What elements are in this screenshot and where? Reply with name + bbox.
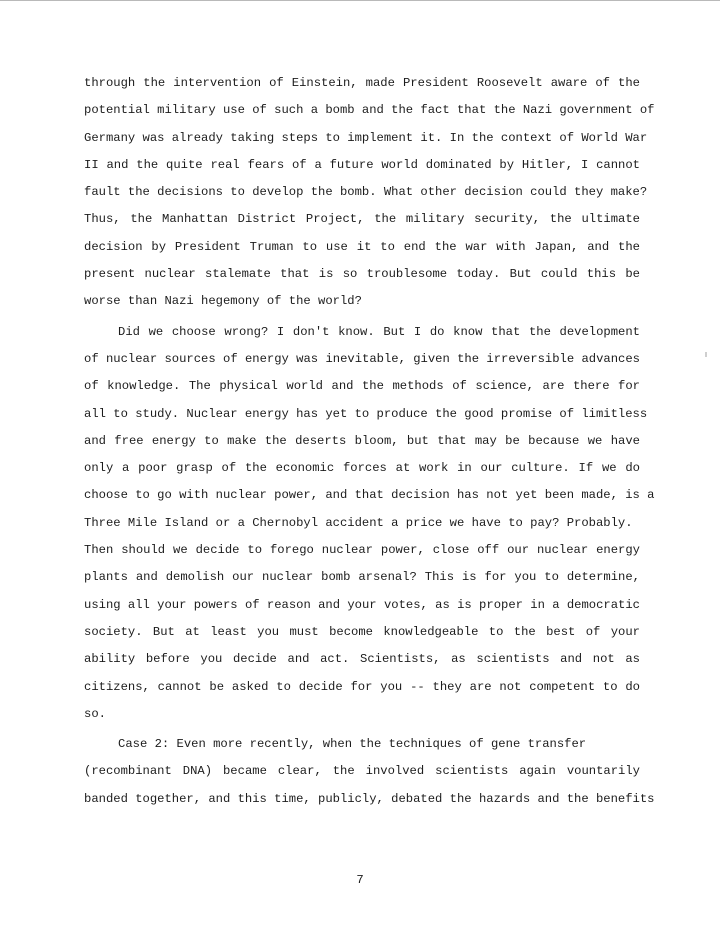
text-line: so. (84, 706, 106, 721)
text-line: all to study. Nuclear energy has yet to produce the good promise of limitless (84, 406, 648, 421)
text-line: only a poor grasp of the economic forces at work in our culture. If we do (84, 461, 640, 476)
text-line: of nuclear sources of energy was inevitable, given the irreversible advances (84, 351, 640, 366)
text-line: fault the decisions to develop the bomb. What other decision could they make? (84, 185, 648, 200)
text-line: banded together, and this time, publicly, debated the hazards and the benefits (84, 791, 655, 806)
text-line: Did we choose wrong? I don't know. But I do know that the development (118, 324, 640, 339)
text-line: Germany was already taking steps to implement it. In the context of World War (84, 130, 648, 145)
text-line: Then should we decide to forego nuclear power, close off our nuclear energy (84, 543, 640, 558)
text-line: citizens, cannot be asked to decide for you -- they are not competent to do (84, 679, 640, 694)
text-line: present nuclear stalemate that is so troublesome today. But could this be (84, 267, 640, 282)
scan-speck (705, 352, 707, 357)
text-line: worse than Nazi hegemony of the world? (84, 294, 362, 309)
text-line: II and the quite real fears of a future world dominated by Hitler, I cannot (84, 157, 640, 172)
text-line: of knowledge. The physical world and the methods of science, are there for (84, 379, 640, 394)
text-line: Three Mile Island or a Chernobyl accident a price we have to pay? Probably. (84, 515, 633, 530)
text-line: decision by President Truman to use it to end the war with Japan, and the (84, 239, 640, 254)
text-line: society. But at least you must become knowledgeable to the best of your (84, 624, 640, 639)
paragraph-2 (84, 319, 655, 728)
text-line: ability before you decide and act. Scientists, as scientists and not as (84, 652, 640, 667)
paragraph-1 (84, 70, 655, 316)
text-line: potential military use of such a bomb and the fact that the Nazi government of (84, 103, 655, 118)
text-line: Case 2: Even more recently, when the techniques of gene transfer (118, 737, 587, 752)
paragraph-3 (84, 731, 655, 813)
text-line: using all your powers of reason and your votes, as is proper in a democratic (84, 597, 640, 612)
text-line: Thus, the Manhattan District Project, the military security, the ultimate (84, 212, 640, 227)
text-line: plants and demolish our nuclear bomb arsenal? This is for you to determine, (84, 570, 640, 585)
text-line: through the intervention of Einstein, made President Roosevelt aware of the (84, 76, 640, 90)
page-number: 7 (356, 873, 364, 887)
text-line: and free energy to make the deserts bloom, but that may be because we have (84, 433, 640, 448)
text-line: (recombinant DNA) became clear, the involved scientists again vountarily (84, 764, 640, 779)
scan-top-edge (0, 0, 720, 6)
text-line: choose to go with nuclear power, and that decision has not yet been made, is a (84, 488, 655, 503)
document-body (84, 70, 655, 813)
